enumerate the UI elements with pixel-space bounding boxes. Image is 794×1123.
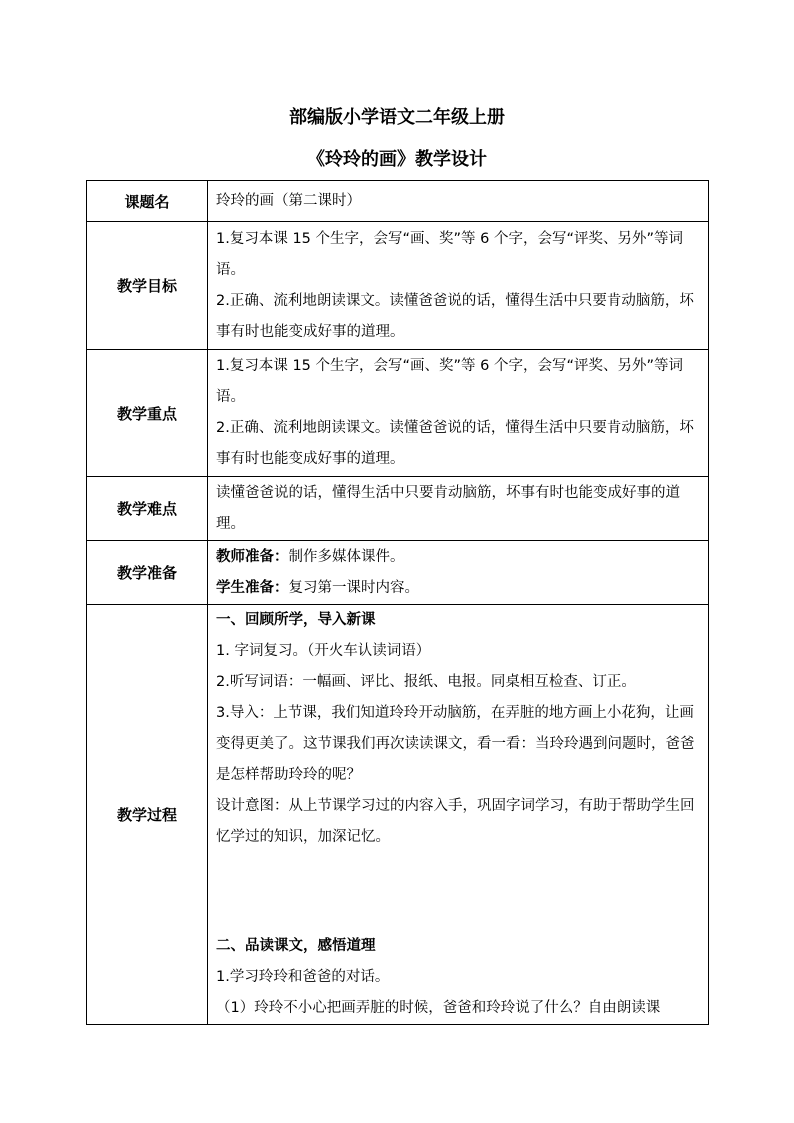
section2-line-2: （1）玲玲不小心把画弄脏的时候，爸爸和玲玲说了什么？自由朗读课 <box>216 1000 661 1016</box>
section1-line-3: 3.导入：上节课，我们知道玲玲开动脑筋，在弄脏的地方画上小花狗，让画变得更美了。这节课我们再次读读课文，看一看：当玲玲遇到问题时，爸爸是怎样帮助玲玲的呢？ <box>216 705 695 783</box>
preparation-row <box>87 541 709 605</box>
goals-line-2: 2.正确、流利地朗读课文。读懂爸爸说的话，懂得生活中只要肯动脑筋，坏事有时也能变成好事的道理。 <box>216 292 694 340</box>
goals-row <box>87 222 709 350</box>
teacher-preparation-label: 教师准备： <box>216 548 289 565</box>
key-points-line-1: 1.复习本课 15 个生字，会写“画、奖”等 6 个字，会写“评奖、另外”等词语。 <box>216 358 683 405</box>
topic-value: 玲玲的画（第二课时） <box>208 181 709 222</box>
topic-row <box>87 181 709 222</box>
key-points-line-2: 2.正确、流利地朗读课文。读懂爸爸说的话，懂得生活中只要肯动脑筋，坏事有时也能变成好事的道理。 <box>216 420 694 467</box>
difficulties-row <box>87 477 709 541</box>
difficulties-content <box>208 477 709 541</box>
goals-line-1: 1.复习本课 15 个生字，会写“画、奖”等 6 个字，会写“评奖、另外”等词语。 <box>216 230 683 278</box>
process-row <box>87 605 709 1025</box>
key-points-content <box>208 350 709 477</box>
key-points-label: 教学重点 <box>87 350 208 477</box>
document-subtitle: 《玲玲的画》教学设计 <box>307 149 487 170</box>
section2-heading: 二、品读课文，感悟道理 <box>216 938 376 954</box>
lesson-plan-table <box>86 180 709 1025</box>
goals-label: 教学目标 <box>87 222 208 350</box>
topic-label: 课题名 <box>87 181 208 222</box>
goals-content <box>208 222 709 350</box>
process-content <box>208 605 709 1025</box>
preparation-label: 教学准备 <box>87 541 208 605</box>
student-preparation <box>216 573 701 604</box>
key-points-row <box>87 350 709 477</box>
difficulties-label: 教学难点 <box>87 477 208 541</box>
section1-line-1: 1. 字词复习。（开火车认读词语） <box>216 643 431 659</box>
section1-design-intent: 设计意图：从上节课学习过的内容入手，巩固字词学习，有助于帮助学生回忆学过的知识，加深记忆。 <box>216 798 695 845</box>
difficulties-text: 读懂爸爸说的话，懂得生活中只要肯动脑筋，坏事有时也能变成好事的道理。 <box>216 484 680 532</box>
student-preparation-label: 学生准备： <box>216 579 289 596</box>
teacher-preparation-text: 制作多媒体课件。 <box>288 548 405 565</box>
student-preparation-text: 复习第一课时内容。 <box>288 579 419 596</box>
blank-space <box>216 853 701 931</box>
preparation-content <box>208 541 709 605</box>
process-label: 教学过程 <box>87 605 208 1025</box>
section1-heading: 一、回顾所学，导入新课 <box>216 612 376 628</box>
section2-line-1: 1.学习玲玲和爸爸的对话。 <box>216 969 390 985</box>
teacher-preparation <box>216 542 701 573</box>
section1-line-2: 2.听写词语：一幅画、评比、报纸、电报。同桌相互检查、订正。 <box>216 674 636 690</box>
document-title: 部编版小学语文二年级上册 <box>289 107 505 128</box>
